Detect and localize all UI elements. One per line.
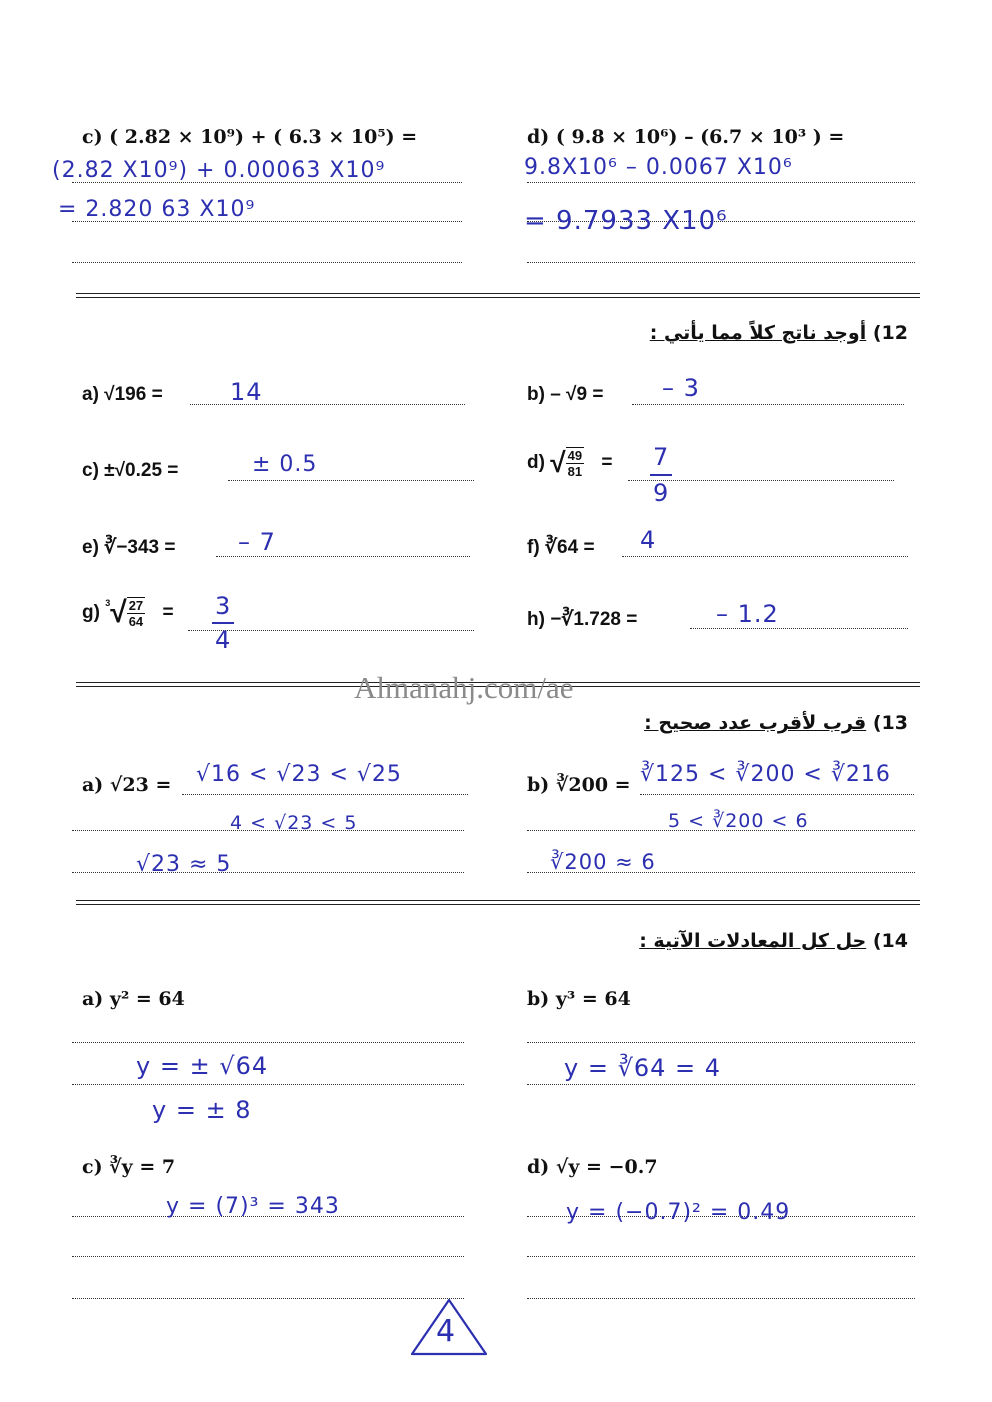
q14-heading bbox=[639, 930, 908, 952]
q13-a-work-1: √16 < √23 < √25 bbox=[196, 762, 402, 787]
answer-line bbox=[632, 404, 904, 405]
answer-line bbox=[527, 182, 915, 183]
q14-d-work-1: y = (−0.7)² = 0.49 bbox=[566, 1200, 791, 1225]
q13-a-label: a) √23 = bbox=[82, 774, 172, 796]
answer-line bbox=[228, 480, 474, 481]
section-divider bbox=[76, 900, 920, 905]
q12-d-den: 81 bbox=[567, 464, 583, 479]
answer-line bbox=[690, 628, 908, 629]
answer-line bbox=[72, 1298, 464, 1299]
q14-a-label: a) y² = 64 bbox=[82, 988, 185, 1010]
q12-a-label: a) √196 = bbox=[82, 384, 163, 405]
q12-d-prefix: d) bbox=[527, 452, 545, 474]
q12-g-answer bbox=[212, 590, 234, 656]
q12-g-prefix: g) bbox=[82, 602, 100, 624]
q12-h-label: h) −∛1.728 = bbox=[527, 609, 638, 630]
q13-b-label: b) ∛200 = bbox=[527, 774, 631, 796]
q12-e-answer: – 7 bbox=[238, 528, 276, 556]
q12-g-label: g) $^3$√ $\frac{27}{64}$ = bbox=[82, 596, 174, 629]
q12-f-answer: 4 bbox=[640, 526, 657, 554]
q12-d-radicand-fraction bbox=[566, 447, 584, 479]
answer-line bbox=[216, 556, 470, 557]
q13-b-work-1: ∛125 < ∛200 < ∛216 bbox=[640, 762, 891, 787]
q11-c-work-2: = 2.820 63 X10⁹ bbox=[58, 197, 256, 222]
q12-a-answer: 14 bbox=[230, 378, 263, 406]
q12-number: 12) bbox=[872, 322, 908, 344]
answer-line bbox=[527, 1298, 915, 1299]
answer-line bbox=[72, 1042, 464, 1043]
answer-line bbox=[72, 221, 462, 222]
answer-line bbox=[527, 1042, 915, 1043]
q14-title: حل كل المعادلات الآتية : bbox=[639, 930, 867, 952]
q11-c-label: c) ( 2.82 × 10⁹) + ( 6.3 × 10⁵) = bbox=[82, 126, 418, 148]
q11-c-work-1: (2.82 X10⁹) + 0.00063 X10⁹ bbox=[52, 158, 386, 183]
q12-d-num: 49 bbox=[567, 448, 583, 463]
q12-d-answer-num: 7 bbox=[650, 440, 672, 476]
q12-d-answer bbox=[650, 440, 672, 510]
answer-line bbox=[622, 556, 908, 557]
q12-heading bbox=[650, 322, 908, 344]
q12-b-answer: – 3 bbox=[662, 374, 700, 402]
section-divider bbox=[76, 293, 920, 298]
q12-g-den: 64 bbox=[128, 614, 144, 629]
q12-g-radicand-fraction bbox=[127, 597, 145, 629]
answer-line bbox=[527, 1256, 915, 1257]
q14-c-label: c) ∛y = 7 bbox=[82, 1156, 176, 1178]
q12-f-label: f) ∛64 = bbox=[527, 537, 595, 558]
q11-d-work-2: = 9.7933 X10⁶ bbox=[524, 206, 728, 236]
q12-c-answer: ± 0.5 bbox=[252, 452, 318, 477]
answer-line bbox=[527, 1084, 915, 1085]
answer-line bbox=[182, 794, 468, 795]
q13-title: قرب لأقرب عدد صحيح : bbox=[644, 712, 867, 734]
q11-d-work-1: 9.8X10⁶ – 0.0067 X10⁶ bbox=[524, 155, 793, 180]
q12-g-equals: = bbox=[162, 602, 174, 624]
q14-a-work-1: y = ± √64 bbox=[136, 1052, 269, 1080]
q14-b-label: b) y³ = 64 bbox=[527, 988, 631, 1010]
answer-line bbox=[72, 1256, 464, 1257]
q12-g-num: 27 bbox=[128, 598, 144, 613]
q13-heading bbox=[644, 712, 908, 734]
q11-d-label: d) ( 9.8 × 10⁶) – (6.7 × 10³ ) = bbox=[527, 126, 845, 148]
q13-b-work-3: ∛200 ≈ 6 bbox=[550, 850, 656, 874]
q12-d-label: d) √ $\frac{49}{81}$ = bbox=[527, 447, 613, 479]
q14-d-label: d) √y = −0.7 bbox=[527, 1156, 658, 1178]
answer-line bbox=[72, 872, 464, 873]
answer-line bbox=[72, 182, 462, 183]
q14-b-work-1: y = ∛64 = 4 bbox=[564, 1054, 722, 1082]
answer-line bbox=[527, 262, 915, 263]
q12-c-label: c) ±√0.25 = bbox=[82, 460, 179, 481]
q12-h-answer: – 1.2 bbox=[716, 600, 779, 628]
q13-a-work-3: √23 ≈ 5 bbox=[136, 852, 232, 877]
q12-title: أوجد ناتج كلاً مما يأتي : bbox=[649, 322, 867, 344]
q12-d-equals: = bbox=[601, 452, 613, 474]
q12-g-answer-num: 3 bbox=[212, 590, 234, 624]
q12-g-answer-den: 4 bbox=[215, 626, 232, 654]
q14-a-work-2: y = ± 8 bbox=[152, 1096, 252, 1124]
q12-e-label: e) ∛−343 = bbox=[82, 537, 176, 558]
page-number: 4 bbox=[436, 1314, 457, 1349]
watermark: Almanahj.com/ae bbox=[354, 670, 574, 705]
q13-b-work-2: 5 < ∛200 < 6 bbox=[668, 810, 809, 832]
q12-b-label: b) – √9 = bbox=[527, 384, 604, 405]
answer-line bbox=[640, 794, 914, 795]
q14-number: 14) bbox=[872, 930, 908, 952]
q12-d-answer-den: 9 bbox=[653, 479, 670, 507]
q13-a-work-2: 4 < √23 < 5 bbox=[230, 812, 358, 834]
q14-c-work-1: y = (7)³ = 343 bbox=[166, 1194, 340, 1219]
answer-line bbox=[72, 262, 462, 263]
q13-number: 13) bbox=[872, 712, 908, 734]
answer-line bbox=[72, 1084, 464, 1085]
